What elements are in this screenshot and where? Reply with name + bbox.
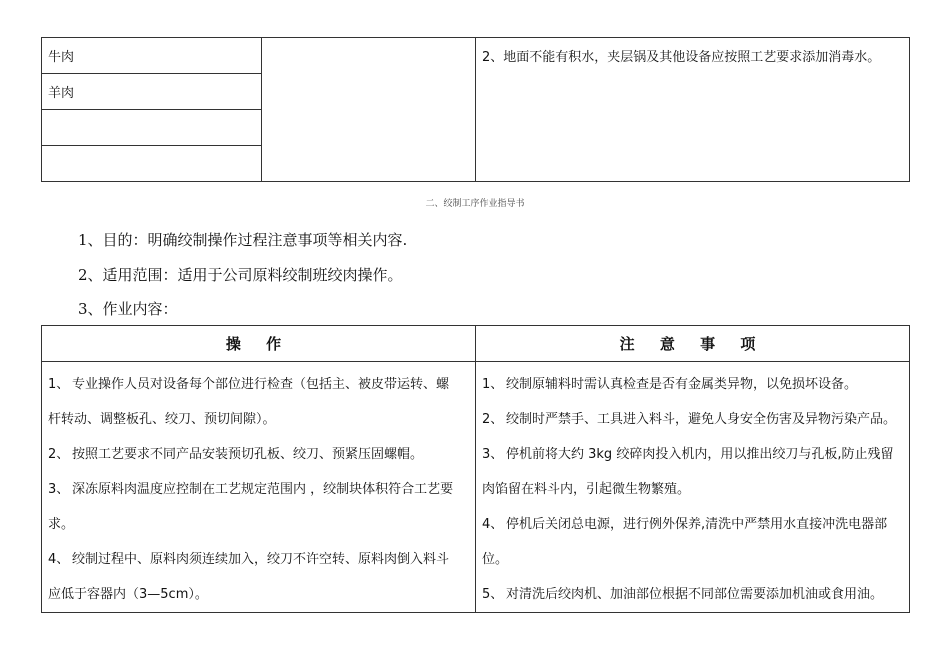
list-item: 1、 绞制原辅料时需认真检查是否有金属类异物，以免损坏设备。 (482, 377, 858, 392)
list-item: 5、 对清洗后绞肉机、加油部位根据不同部位需要添加机油或食用油。 (482, 587, 884, 602)
list-item: 4、 绞制过程中、原料肉须连续加入，绞刀不许空转、原料肉倒入料斗 应低于容器内（3—5cm）。 (48, 552, 450, 602)
list-item: 2、 按照工艺要求不同产品安装预切孔板、绞刀、预紧压固螺帽。 (48, 447, 424, 462)
paragraph-text: 、适用范围：适用于公司原料绞制班绞肉操作。 (87, 266, 403, 284)
list-item: 1、 专业操作人员对设备每个部位进行检查（包括主、被皮带运转、螺 杆转动、调整板孔、绞刀、预切间隙）。 (48, 377, 450, 427)
top-cell-note: 2、地面不能有积水，夹层锅及其他设备应按照工艺要求添加消毒水。 (476, 38, 910, 182)
list-item: 2、 绞制时严禁手、工具进入料斗，避免人身安全伤害及异物污染产品。 (482, 412, 897, 427)
precaution-list (476, 362, 910, 613)
paragraph-content (78, 298, 178, 319)
list-item: 3、 停机前将大约 3kg 绞碎肉投入机内，用以推出绞刀与孔板,防止残留 肉馅留在料斗内，引起微生物繁殖。 (482, 447, 894, 497)
top-cell-blank-1 (42, 110, 262, 146)
section-caption: 二、绞制工序作业指导书 (425, 199, 525, 209)
operation-table (41, 325, 910, 613)
top-table (41, 37, 910, 182)
paragraph-number: 2 (78, 266, 88, 284)
paragraph-text: 、目的：明确绞制操作过程注意事项等相关内容. (87, 231, 408, 249)
paragraph-number: 1 (78, 231, 88, 249)
top-cell-blank-2 (42, 146, 262, 182)
top-cell-empty-middle (262, 38, 476, 182)
paragraph-purpose (78, 229, 407, 250)
top-cell-beef: 牛肉 (42, 38, 262, 74)
top-cell-mutton: 羊肉 (42, 74, 262, 110)
paragraph-text: 、作业内容： (87, 300, 178, 318)
paragraph-scope (78, 264, 403, 285)
header-precautions: 注 意 事 项 (476, 326, 910, 362)
header-operation: 操 作 (42, 326, 476, 362)
list-item: 4、 停机后关闭总电源，进行例外保养,清洗中严禁用水直接冲洗电器部 位。 (482, 517, 888, 567)
list-item: 3、 深冻原料肉温度应控制在工艺规定范围内 ，绞制块体积符合工艺要 求。 (48, 482, 454, 532)
operation-steps (42, 362, 476, 613)
paragraph-number: 3 (78, 300, 88, 318)
